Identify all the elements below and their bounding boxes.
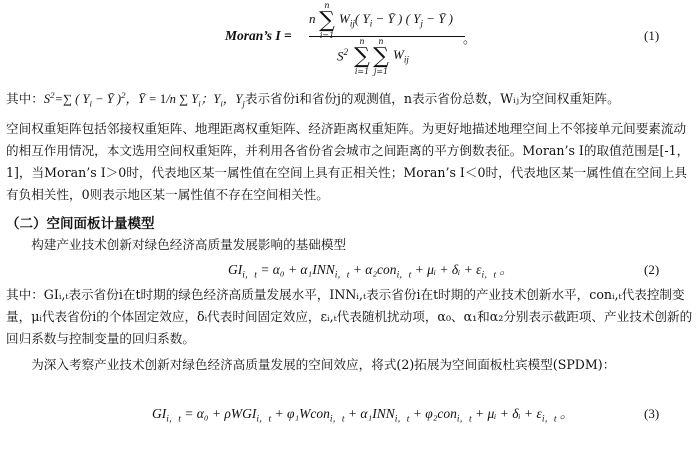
paragraph-variable-definitions: 其中：GIᵢ,ₜ表示省份i在t时期的绿色经济高质量发展水平，INNᵢ,ₜ表示省份i在t时期的产业技术创新水平，conᵢ,ₜ代表控制变量，μᵢ代表省份i的个体固定效应，δᵢ代表时间固定效应，εᵢ,ₜ代表随机扰动项，α₀、α₁和α₂分别表示截距项、产业技术创新的回归系数与控制变量的回归系数。 <box>6 287 693 346</box>
equation-3: $GI_{i,t} = \alpha_0 + \rho WGI_{i,t}$ + φ₁Wcon$_{i,t}$ + $\alpha_1INN_{i,t} + \varphi_2con_{i,t}$ + μᵢ + δᵢ + $\varepsilon_{i,t}$ 。 <box>152 406 574 425</box>
eq1-num-body: $W_{ij}$( $Y_i$ − Ȳ ) ( $Y_j$ − Ȳ ) <box>339 11 454 29</box>
paragraph-spatial-effect: 为深入考察产业技术创新对绿色经济高质量发展的空间效应，将式(2)拓展为空间面板杜宾模型(SPDM)： <box>31 357 616 372</box>
eq1-numerator <box>309 1 485 40</box>
where-clause-1: 其中：$S^2=\sum$ ( $Y_i$ − Ȳ )$^2$，Ȳ = 1/n ∑ $Y_i$；$Y_i$，$Y_j$表示省份i和省份j的观测值，n表示省份总数，Wᵢⱼ为空间权重矩阵。 <box>6 90 620 109</box>
where-clause-1-text: 表示省份i和省份j的观测值，n表示省份总数，Wᵢⱼ为空间权重矩阵。 <box>244 91 620 107</box>
eq1-tail: 。 <box>463 32 477 47</box>
paragraph-weight-matrix: 空间权重矩阵包括邻接权重矩阵、地理距离权重矩阵、经济距离权重矩阵。为更好地描述地理空间上不邻接单元间要素流动的相互作用情况，本文选用空间权重矩阵，并利用各省份省会城市之间距离的平方倒数表征。Moran’s I的取值范围是[-1，1]，当Moran’s I＞0时，代表地区某一属性值在空间上具有正相关性；Moran’s I＜0时，代表地区某一属性值在空间上具有负相关性，0则表示地区某一属性值不存在空间相关性。 <box>6 121 690 202</box>
paragraph-base-model: 构建产业技术创新对绿色经济高质量发展影响的基础模型 <box>31 237 347 252</box>
equation-1 <box>225 1 485 76</box>
eq1-den-w: $W_{ij}$ <box>393 47 409 65</box>
section-heading: （二）空间面板计量模型 <box>6 216 155 232</box>
eq1-denominator <box>337 37 457 76</box>
eq1-den-s: $S^2$ <box>337 47 349 64</box>
eq1-num-n: n <box>309 11 316 26</box>
equation-2: $GI_{i,t} = \alpha_0 + \alpha_1INN_{i,t} + \alpha_2con_{i,t}$ + μᵢ + δᵢ + $\varepsilon_{i,t}$ 。 <box>228 262 514 281</box>
eq1-lhs: Moran’s I = <box>225 28 292 43</box>
eq1-sum-1: n ∑ i=1 <box>319 1 335 40</box>
eq1-sum-3: n ∑ j=1 <box>373 37 389 76</box>
eq2-number: (2) <box>644 262 660 277</box>
eq3-number: (3) <box>644 406 660 421</box>
eq1-number: (1) <box>644 28 660 43</box>
eq1-fraction-bar <box>309 36 465 37</box>
eq1-sum-2: n ∑ i=1 <box>354 37 370 76</box>
